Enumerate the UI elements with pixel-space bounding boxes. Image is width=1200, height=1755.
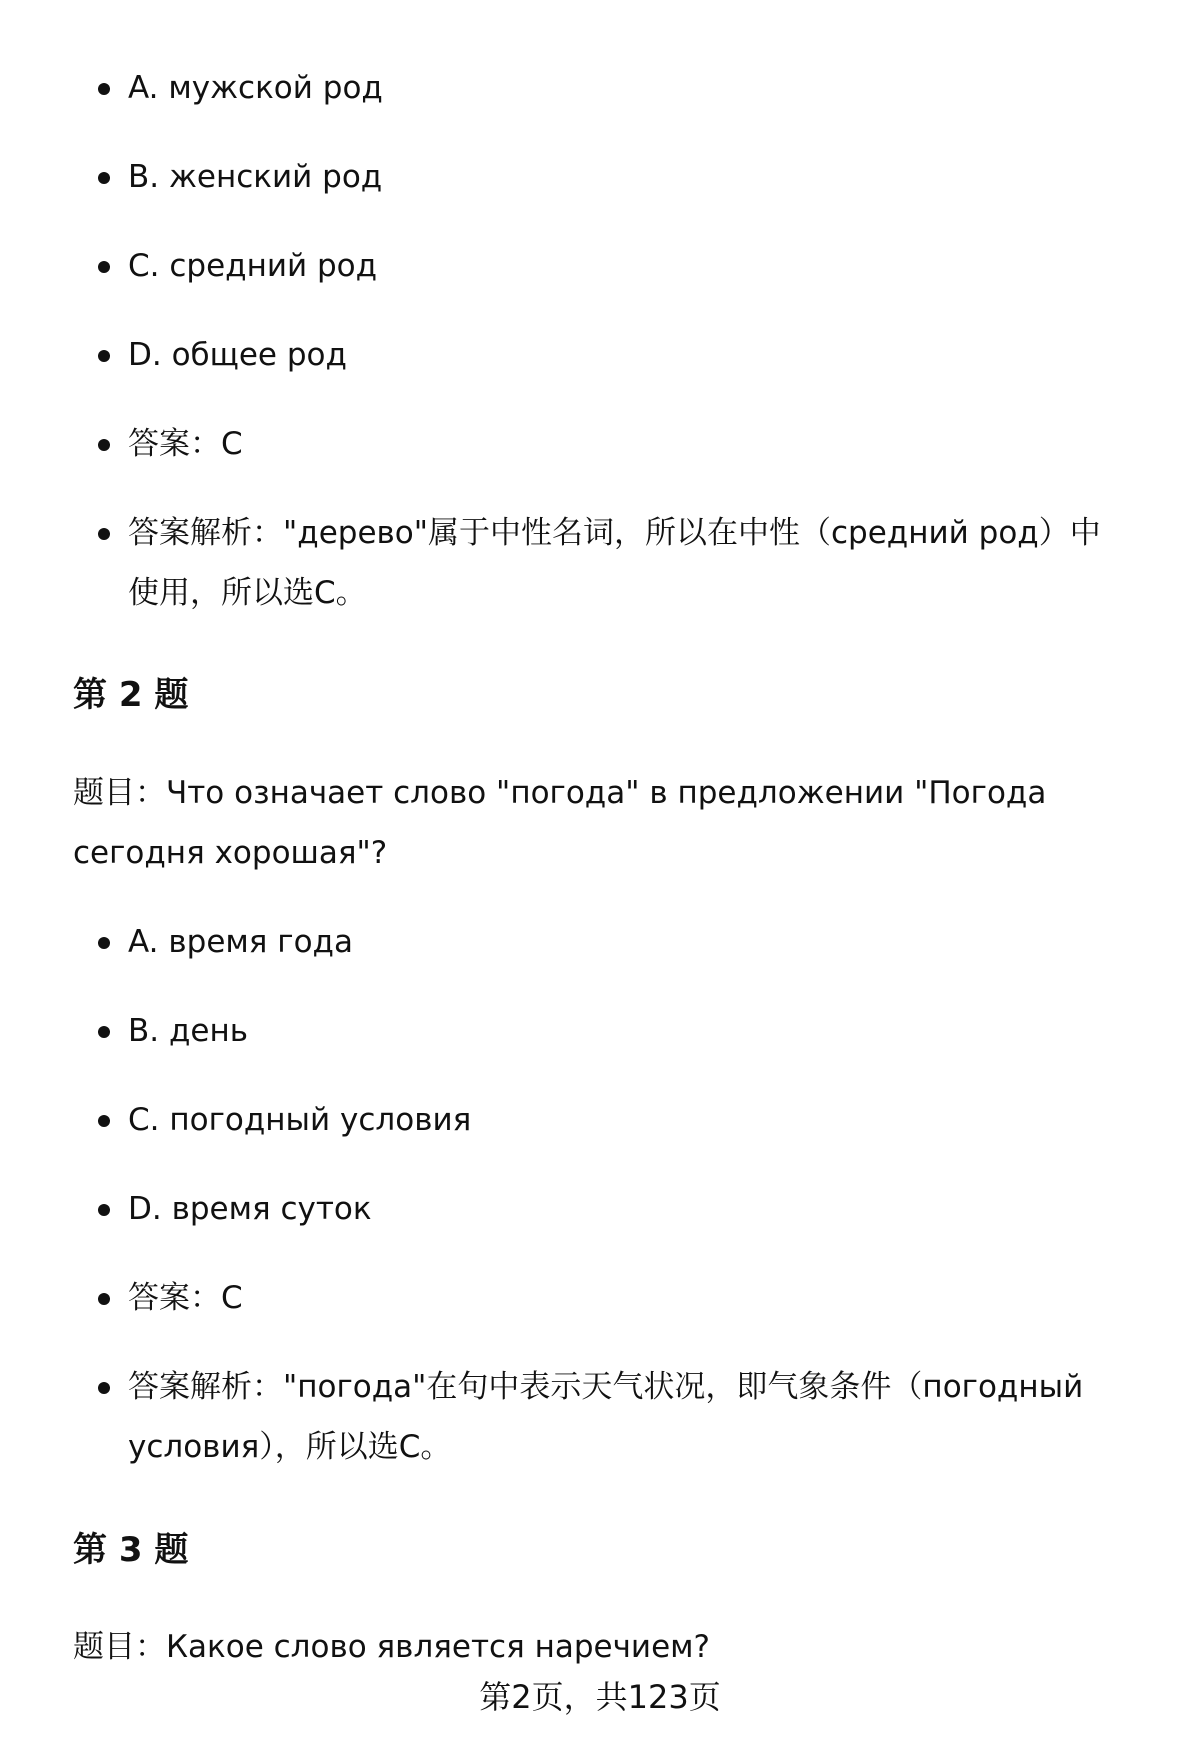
bullet-icon bbox=[98, 937, 110, 949]
bullet-icon bbox=[98, 83, 110, 95]
q1-answer: 答案：C bbox=[0, 414, 1200, 474]
bullet-icon bbox=[98, 261, 110, 273]
q2-option-d: D. время суток bbox=[0, 1179, 1200, 1239]
bullet-icon bbox=[98, 172, 110, 184]
bullet-icon bbox=[98, 528, 110, 540]
bullet-icon bbox=[98, 439, 110, 451]
q2-answer: 答案：C bbox=[0, 1268, 1200, 1328]
q2-option-a: A. время года bbox=[0, 912, 1200, 972]
bullet-icon bbox=[98, 1293, 110, 1305]
bullet-icon bbox=[98, 1382, 110, 1394]
bullet-icon bbox=[98, 1115, 110, 1127]
q1-option-list bbox=[0, 58, 1200, 652]
q1-option-d: D. общее род bbox=[0, 325, 1200, 385]
bullet-icon bbox=[98, 1204, 110, 1216]
q1-option-a: A. мужской род bbox=[0, 58, 1200, 118]
bullet-icon bbox=[98, 1026, 110, 1038]
q2-option-c: C. погодный условия bbox=[0, 1090, 1200, 1150]
q1-option-b: B. женский род bbox=[0, 147, 1200, 207]
q1-explanation: 答案解析："дерево"属于中性名词，所以在中性（средний род）中使用，所以选C。 bbox=[0, 503, 1200, 623]
q2-option-list bbox=[0, 912, 1200, 1506]
q2-heading: 第 2 题 bbox=[73, 675, 189, 715]
q1-option-c: C. средний род bbox=[0, 236, 1200, 296]
q3-heading: 第 3 题 bbox=[73, 1530, 189, 1570]
q3-question-text: 题目：Какое слово является наречием? bbox=[73, 1629, 710, 1665]
q2-question-text: 题目：Что означает слово "погода" в предложении "Погода сегодня хорошая"? bbox=[73, 775, 1047, 871]
page-footer: 第2页，共123页 bbox=[479, 1678, 721, 1716]
q2-explanation: 答案解析："погода"在句中表示天气状况，即气象条件（погодный условия），所以选C。 bbox=[0, 1357, 1200, 1477]
bullet-icon bbox=[98, 350, 110, 362]
q2-option-b: B. день bbox=[0, 1001, 1200, 1061]
